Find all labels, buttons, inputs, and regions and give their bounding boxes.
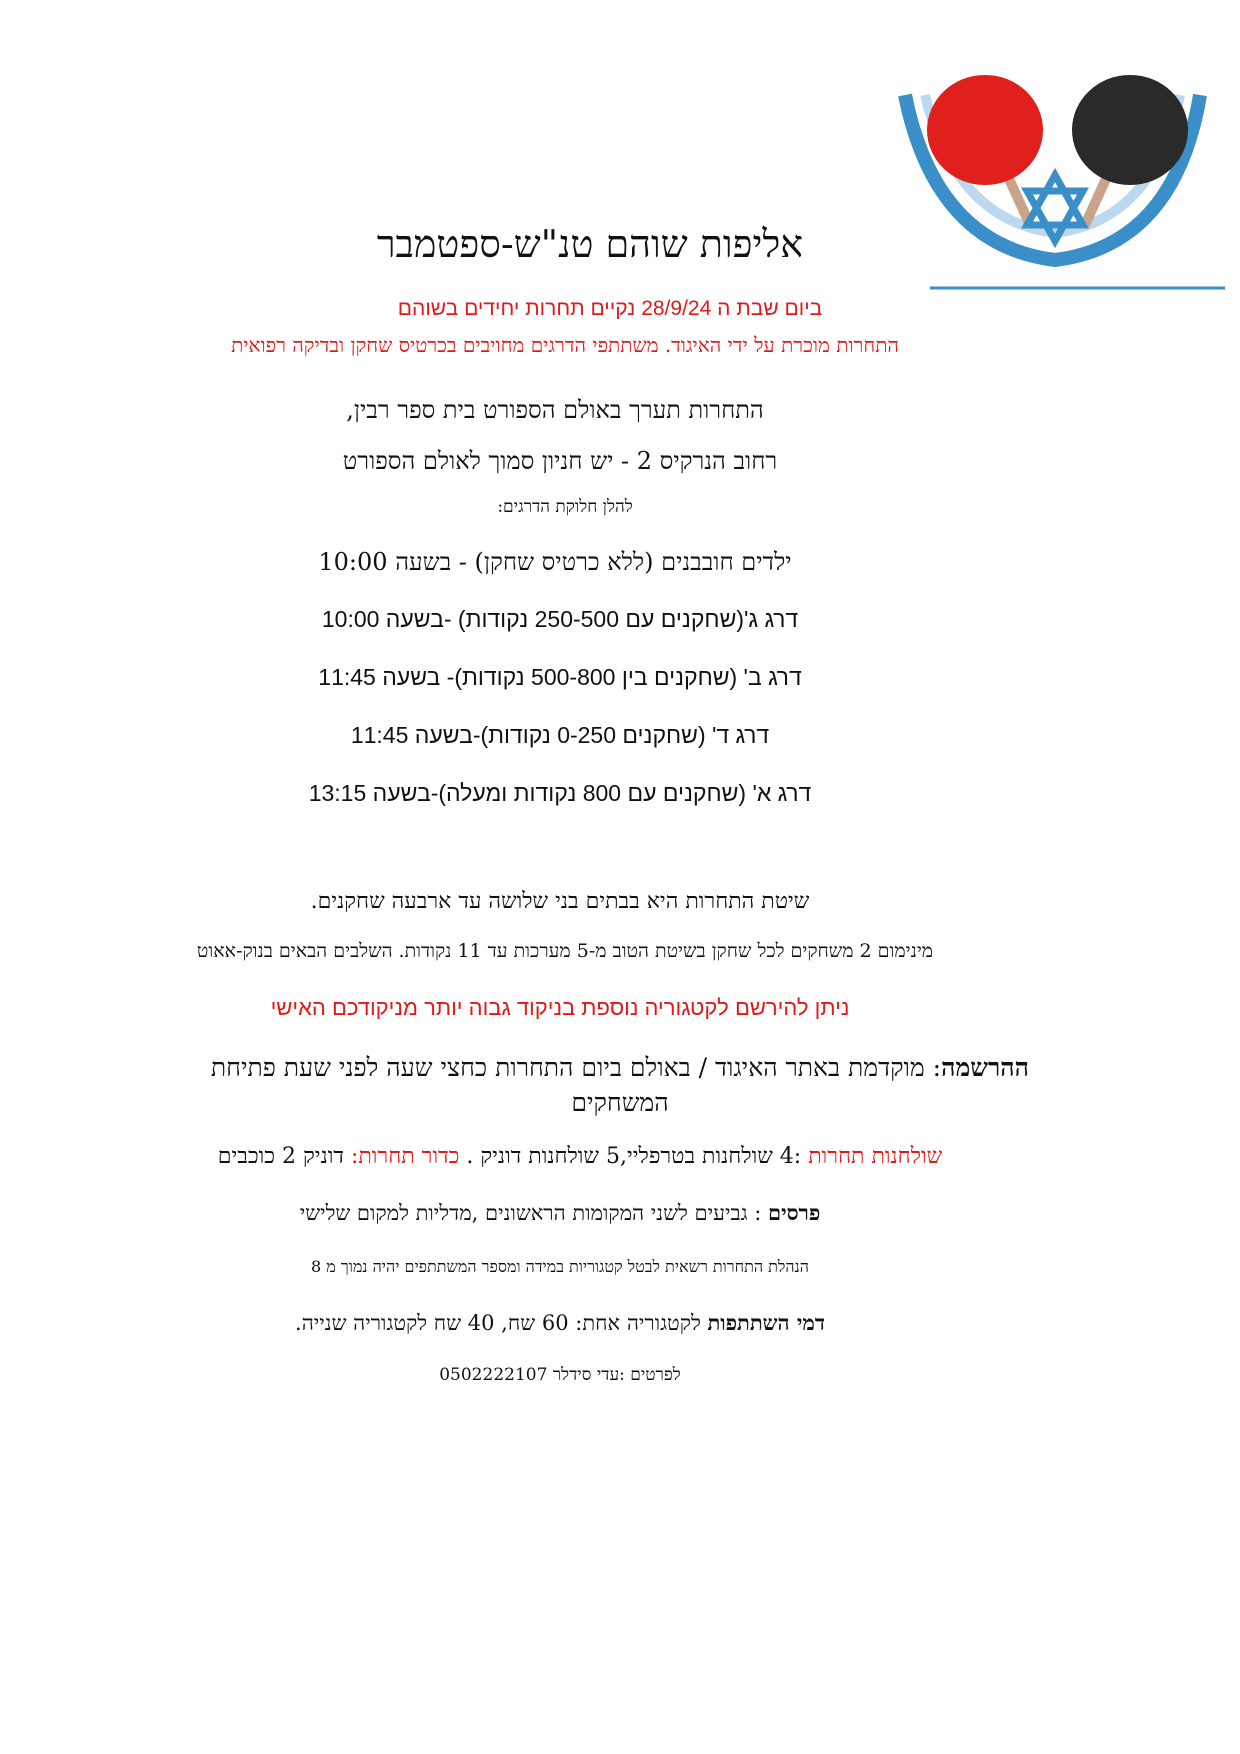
- contact-line: לפרטים :עדי סידלר 0502222107: [439, 1365, 681, 1385]
- fee-line: [0, 1310, 1180, 1336]
- prizes-text: : גביעים לשני המקומות הראשונים ,מדליות למקום שלישי: [299, 1201, 762, 1225]
- tables-text: :4 שולחנות בטרפליי,5 שולחנות דוניק .: [466, 1144, 802, 1169]
- location-line-1: התחרות תערך באולם הספורט בית ספר רבין,: [346, 396, 764, 424]
- prizes-label: פרסים: [768, 1200, 821, 1225]
- category-item: ילדים חובבנים (ללא כרטיס שחקן) - בשעה 10:00: [318, 548, 792, 576]
- prizes-line: [0, 1200, 1180, 1226]
- cancel-note: הנהלת התחרות רשאית לבטל קטגוריות במידה ומספר המשתתפים יהיה נמוך מ 8: [311, 1257, 809, 1276]
- category-item: דרג ב' (שחקנים בין 500-800 נקודות)- בשעה 11:45: [318, 664, 802, 690]
- matches-line: מינימום 2 משחקים לכל שחקן בשיטת הטוב מ-5 מערכות עד 11 נקודות. השלבים הבאים בנוק-אאוט: [196, 940, 934, 962]
- fee-text: לקטגוריה אחת: 60 שח, 40 שח לקטגוריה שנייה.: [295, 1311, 708, 1335]
- registration-text: : מוקדמת באתר האיגוד / באולם ביום התחרות כחצי שעה לפני שעת פתיחת המשחקים: [210, 1053, 942, 1117]
- location-line-2: רחוב הנרקיס 2 - יש חניון סמוך לאולם הספורט: [342, 447, 778, 475]
- fee-label: דמי השתתפות: [707, 1310, 825, 1335]
- category-item: דרג ד' (שחקנים 0-250 נקודות)-בשעה 11:45: [350, 722, 770, 748]
- page-title: אליפות שוהם טנ"ש-ספטמבר: [376, 222, 804, 266]
- registration-paragraph: [160, 1050, 1080, 1120]
- ball-label: כדור תחרות:: [350, 1144, 460, 1169]
- category-item: דרג א' (שחקנים עם 800 נקודות ומעלה)-בשעה 13:15: [308, 780, 812, 806]
- format-line: שיטת התחרות היא בבתים בני שלושה עד ארבעה שחקנים.: [310, 889, 810, 914]
- event-date-line: ביום שבת ה 28/9/24 נקיים תחרות יחידים בשוהם: [397, 297, 823, 320]
- category-item: דרג ג'(שחקנים עם 250-500 נקודות) -בשעה 10:00: [321, 606, 799, 632]
- extra-category-line: ניתן להירשם לקטגוריה נוספת בניקוד גבוה יותר מניקודכם האישי: [270, 995, 850, 1020]
- tables-label: שולחנות תחרות: [808, 1144, 943, 1169]
- ball-text: דוניק 2 כוכבים: [217, 1144, 351, 1169]
- equipment-line: [0, 1143, 1200, 1169]
- registration-label: ההרשמה: [941, 1053, 1030, 1082]
- recognition-line: התחרות מוכרת על ידי האיגוד. משתתפי הדרגים מחויבים בכרטיס שחקן ובדיקה רפואית: [231, 333, 899, 357]
- categories-intro: להלן חלוקת הדרגים:: [497, 497, 633, 517]
